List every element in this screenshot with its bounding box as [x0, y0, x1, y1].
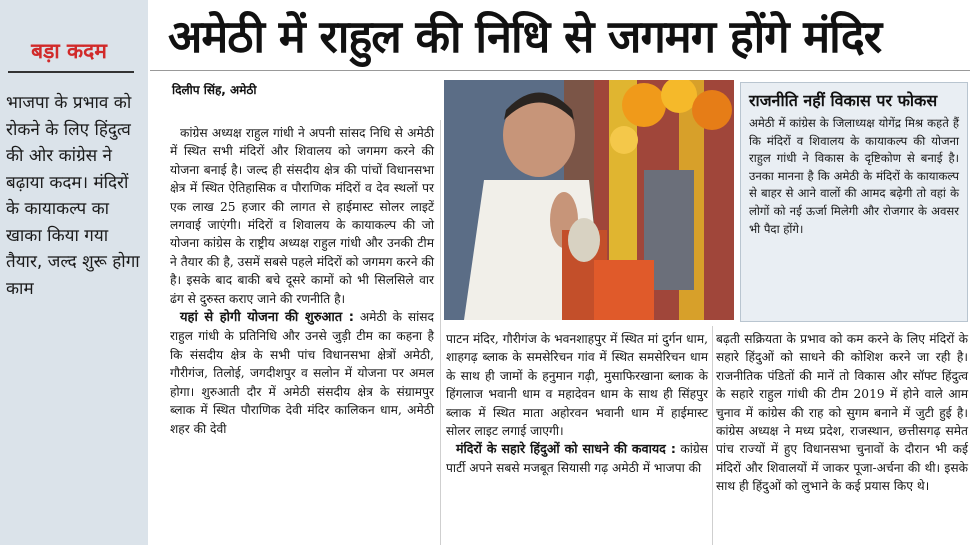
article-paragraph — [446, 440, 708, 477]
article-paragraph: पाटन मंदिर, गौरीगंज के भवनशाहपुर में स्थित मां दुर्गन धाम, शाहगढ़ ब्लाक के समसेरिचन गांव में स्थित समसेरिचन धाम के साथ ही जामों के हनुमान गढ़ी, मुसाफिरखाना ब्लाक के हिंगलाज भवानी धाम व महादेवन धाम के साथ ही सिंहपुर ब्लाक में स्थित माता अहोरवन भवानी धाम में हाईमास्ट सोलर लाइट लगाई जाएगी। — [446, 332, 708, 439]
sidebar-box — [740, 82, 968, 322]
article-column-2 — [446, 330, 708, 544]
sidebar-divider — [8, 71, 134, 73]
article-subhead: यहां से होगी योजना की शुरुआत : — [180, 310, 354, 326]
sidebar-tag: बड़ा कदम — [31, 39, 107, 63]
sidebar-panel — [0, 0, 148, 545]
sidebar-summary: भाजपा के प्रभाव को रोकने के लिए हिंदुत्व की ओर कांग्रेस ने बढ़ाया कदम। मंदिरों के कायाकल्प का खाका किया गया तैयार, जल्द शुरू होगा काम — [6, 93, 140, 299]
article-photo — [444, 80, 734, 320]
article-column-3 — [716, 330, 968, 544]
column-divider — [712, 326, 713, 545]
article-subhead: मंदिरों के सहारे हिंदुओं को साधने की कवायद : — [456, 441, 676, 457]
article-column-1 — [170, 124, 434, 544]
article-paragraph-text: अमेठी के सांसद राहुल गांधी के प्रतिनिधि और उनसे जुड़ी टीम का कहना है कि संसदीय क्षेत्र के सभी पांच विधानसभा क्षेत्रों अमेठी, गौरीगंज, तिलोई, जगदीशपुर व सलोन में योजना पर अमल होगा। शुरुआती दौर में अमेठी संसदीय क्षेत्र के संग्रामपुर ब्लाक में स्थित पौराणिक देवी मंदिर कालिकन धाम, अमेठी शहर की देवी — [170, 310, 434, 436]
column-divider — [440, 120, 441, 545]
box-title: राजनीति नहीं विकास पर फोकस — [749, 91, 938, 110]
headline: अमेठी में राहुल की निधि से जगमग होंगे मंदिर — [168, 10, 882, 63]
article-paragraph-text: कांग्रेस पार्टी अपने सबसे मजबूत सियासी गढ़ अमेठी में भाजपा की — [446, 442, 709, 475]
byline: दिलीप सिंह, अमेठी — [172, 83, 257, 97]
article-paragraph — [170, 308, 434, 438]
article-paragraph: बढ़ती सक्रियता के प्रभाव को कम करने के लिए मंदिरों के सहारे हिंदुओं को साधने की कोशिश करने जा रही है। राजनीतिक पंडितों की मानें तो विकास और सॉफ्ट हिंदुत्व के सहारे राहुल गांधी की टीम 2019 में होने वाले आम चुनाव में कांग्रेस की राह को सुगम बनाने में जुटी हुई है। कांग्रेस अध्यक्ष ने मध्य प्रदेश, राजस्थान, छत्तीसगढ़ समेत पांच राज्यों में हुए विधानसभा चुनावों के दौरान भी कई मंदिरों और शिवालयों में जाकर पूजा-अर्चना की थी। इसके साथ ही हिंदुओं को लुभाने के कई प्रयास किए थे। — [716, 332, 968, 494]
box-text: अमेठी में कांग्रेस के जिलाध्यक्ष योगेंद्र मिश्र कहते हैं कि मंदिरों व शिवालय के कायाकल्प की योजना राहुल गांधी ने विकास के दृष्टिकोण से बनाई है। उनका मानना है कि अमेठी के मंदिरों के कायाकल्प से बाहर से आने वालों की आमद बढ़ेगी तो वहां के लोगों को नई ऊर्जा मिलेगी और रोजगार के अवसर भी पैदा होंगे। — [749, 116, 959, 236]
photo-illustration — [444, 80, 734, 320]
article-paragraph: कांग्रेस अध्यक्ष राहुल गांधी ने अपनी सांसद निधि से अमेठी में स्थित सभी मंदिरों और शिवालय को जगमग करने की योजना बनाई है। जल्द ही संसदीय क्षेत्र की पांचों विधानसभा क्षेत्र में स्थित ऐतिहासिक व पौराणिक मंदिरों व देव स्थलों पर एक लाख 25 हजार की लागत से हाईमास्ट सोलर लाइटें लगवाई जाएंगी। मंदिरों व शिवालय के कायाकल्प की जो योजना कांग्रेस के राष्ट्रीय अध्यक्ष राहुल गांधी और उनकी टीम ने तैयार की है, उसमें सबसे पहले मंदिरों को जगमग करने की है। इसके बाद बाकी बचे दूसरे कामों को भी सिलसिले वार ढंग से दुरुस्त कराए जाने की रणनीति है। — [170, 126, 434, 306]
headline-divider — [150, 70, 970, 71]
